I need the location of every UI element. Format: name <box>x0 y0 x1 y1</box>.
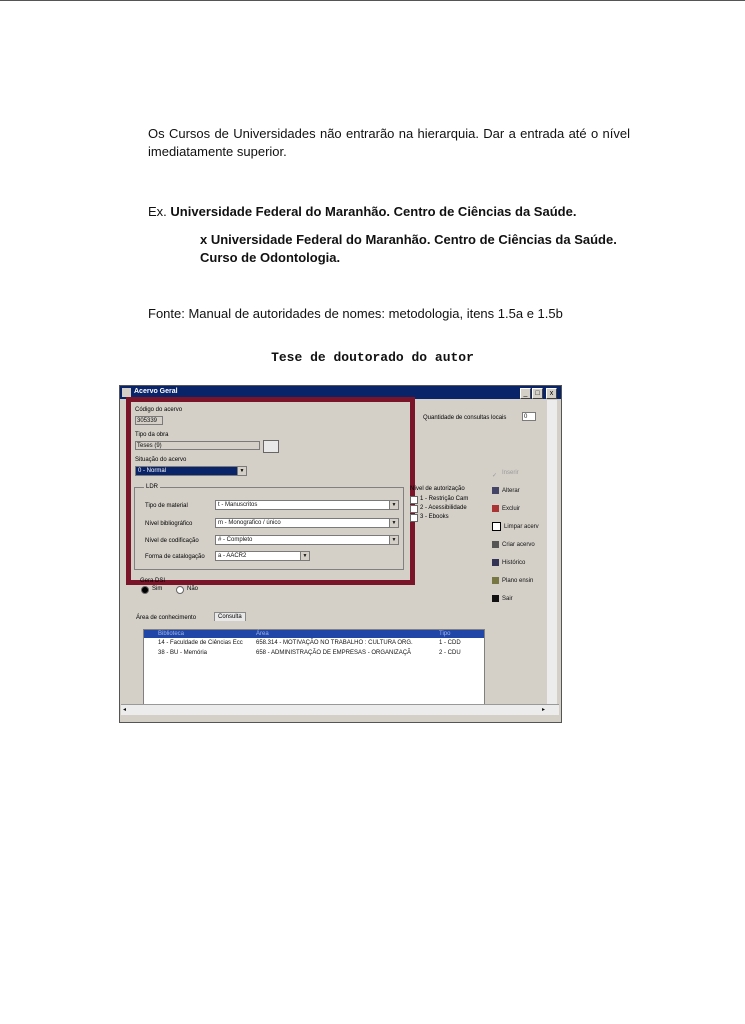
minimize-button[interactable]: _ <box>520 388 531 399</box>
qtd-consultas-label: Quantidade de consultas locais <box>423 415 507 421</box>
criar-acervo-button[interactable]: Criar acervo <box>492 538 552 552</box>
history-icon <box>492 559 499 566</box>
check-icon: ✓ <box>492 472 498 479</box>
inserir-button[interactable]: ✓ Inserir <box>492 470 519 479</box>
cell-biblioteca: 14 - Faculdade de Ciências Ecc <box>158 640 243 646</box>
maximize-button[interactable]: □ <box>532 388 543 399</box>
sair-button[interactable]: Sair <box>492 592 552 606</box>
highlight-box <box>126 397 415 585</box>
paragraph-rule: Os Cursos de Universidades não entrarão na hierarquia. Dar a entrada até o nível imediatamente superior. <box>148 126 630 159</box>
header-area[interactable]: Área <box>256 631 269 637</box>
example-wrong-line2: Curso de Odontologia. <box>200 250 341 265</box>
radio-sim[interactable] <box>141 586 149 594</box>
close-button[interactable]: x <box>546 388 557 399</box>
cell-tipo: 1 - CDD <box>439 640 461 646</box>
source-citation: Fonte: Manual de autoridades de nomes: metodologia, itens 1.5a e 1.5b <box>148 306 563 321</box>
new-icon <box>492 541 499 548</box>
autorizacao-item-2: 2 - Acessibilidade <box>420 505 467 511</box>
autorizacao-label: Nível de autorização <box>410 486 465 492</box>
nivel-bib-label: Nível bibliográfico <box>145 521 193 527</box>
plano-ensino-button[interactable]: Plano ensin <box>492 574 552 588</box>
cell-tipo: 2 - CDU <box>439 650 461 656</box>
tipo-obra-label: Tipo da obra <box>135 432 169 438</box>
forma-cat-value: a - AACR2 <box>218 553 247 559</box>
scan-edge-line <box>0 0 745 1</box>
ldr-label: LDR <box>146 484 159 490</box>
nivel-cod-value: # - Completo <box>218 537 253 543</box>
qtd-consultas-field[interactable]: 0 <box>522 412 536 421</box>
scroll-left-icon[interactable]: ◂ <box>123 707 127 713</box>
header-tipo[interactable]: Tipo <box>439 631 451 637</box>
gera-dsi-label: Gera DSI <box>140 578 166 584</box>
nivel-cod-label: Nível de codificação <box>145 538 199 544</box>
checkbox-restricao[interactable] <box>410 496 418 504</box>
figure-caption: Tese de doutorado do autor <box>271 350 474 365</box>
limpar-button[interactable]: Limpar acerv <box>492 520 552 534</box>
cell-area: 658.314 - MOTIVAÇÃO NO TRABALHO : CULTURA ORG. <box>256 640 413 646</box>
example-prefix: Ex. <box>148 204 167 219</box>
edit-icon <box>492 487 499 494</box>
radio-sim-label: Sim <box>152 586 163 592</box>
radio-nao-label: Não <box>187 586 199 592</box>
forma-cat-label: Forma de catalogação <box>145 554 205 560</box>
example-correct <box>148 203 576 221</box>
cell-biblioteca: 38 - BU - Memória <box>158 650 208 656</box>
consulta-grid <box>143 629 485 709</box>
example-wrong <box>200 231 630 267</box>
exit-icon <box>492 595 499 602</box>
alterar-button[interactable]: Alterar <box>492 484 552 498</box>
tipo-material-label: Tipo de material <box>145 503 188 509</box>
checkbox-ebooks[interactable] <box>410 514 418 522</box>
nivel-bib-value: m - Monografico / único <box>218 520 281 526</box>
book-icon <box>492 577 499 584</box>
acervo-window <box>119 385 562 723</box>
vertical-scrollbar[interactable] <box>547 400 557 705</box>
checkbox-acessibilidade[interactable] <box>410 505 418 513</box>
historico-button[interactable]: Histórico <box>492 556 552 570</box>
example-wrong-line1: x Universidade Federal do Maranhão. Centro de Ciências da Saúde. <box>200 232 617 247</box>
tipo-obra-field[interactable]: Teses (9) <box>135 441 260 450</box>
situacao-label: Situação do acervo <box>135 457 187 463</box>
tipo-material-value: t - Manuscritos <box>218 502 258 508</box>
tab-area-conhecimento[interactable]: Área de conhecimento <box>136 615 197 621</box>
chevron-down-icon: ▼ <box>389 519 398 527</box>
autorizacao-item-3: 3 - Ebooks <box>420 514 449 520</box>
window-title: Acervo Geral <box>134 388 178 395</box>
autorizacao-item-1: 1 - Restrição Cam <box>420 496 469 502</box>
document-icon <box>492 522 501 531</box>
radio-nao[interactable] <box>176 586 184 594</box>
header-biblioteca[interactable]: Biblioteca <box>158 631 185 637</box>
chevron-down-icon: ▼ <box>389 536 398 544</box>
grid-header <box>144 630 484 638</box>
excluir-button[interactable]: Excluir <box>492 502 552 516</box>
horizontal-scrollbar[interactable] <box>121 704 559 715</box>
codigo-label: Código do acervo <box>135 407 183 413</box>
chevron-down-icon: ▼ <box>389 501 398 509</box>
example-correct-text: Universidade Federal do Maranhão. Centro de Ciências da Saúde. <box>170 204 577 219</box>
scroll-right-icon[interactable]: ▸ <box>541 707 545 713</box>
tab-consulta[interactable]: Consulta <box>214 612 246 621</box>
cell-area: 658 - ADMINISTRAÇÃO DE EMPRESAS - ORGANIZAÇÃ <box>256 650 412 656</box>
codigo-field[interactable]: 305339 <box>135 416 163 425</box>
chevron-down-icon: ▼ <box>237 467 246 475</box>
app-icon <box>122 388 131 397</box>
chevron-down-icon: ▼ <box>300 552 309 560</box>
delete-icon <box>492 505 499 512</box>
situacao-value: 0 - Normal <box>138 468 167 474</box>
